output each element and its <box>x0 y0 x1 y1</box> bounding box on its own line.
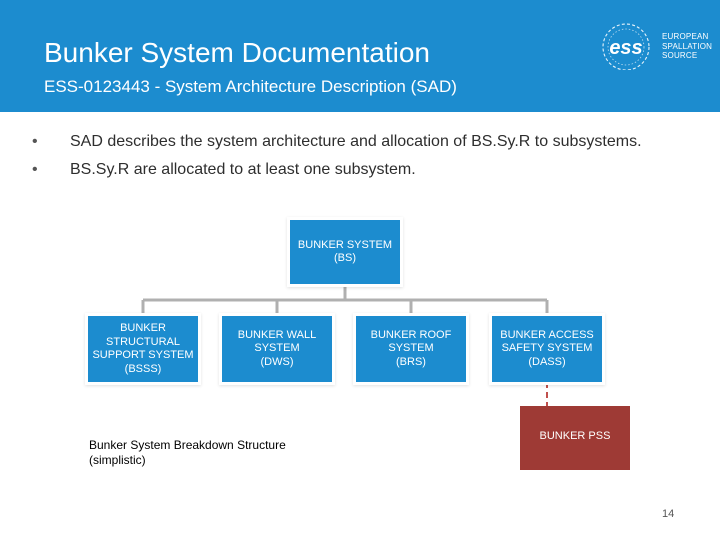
page-number: 14 <box>662 508 675 520</box>
page-title: Bunker System Documentation <box>44 37 430 68</box>
box-label: (BSSS) <box>124 362 162 375</box>
dass-box <box>492 316 602 382</box>
diagram-caption <box>89 438 286 468</box>
caption-line: (simplistic) <box>89 453 146 467</box>
box-label: BUNKER <box>120 322 166 334</box>
bunker-system-box <box>290 220 400 284</box>
box-label: (BRS) <box>396 355 426 368</box>
box-label: SYSTEM <box>254 342 300 355</box>
page-subtitle: ESS-0123443 - System Architecture Description (SAD) <box>44 77 457 96</box>
box-label: SAFETY SYSTEM <box>501 342 593 355</box>
bullet-dot-icon: • <box>32 133 38 150</box>
box-label: BUNKER ROOF <box>370 328 452 341</box>
brs-box <box>356 316 466 382</box>
logo-line: SOURCE <box>662 51 698 60</box>
dws-box <box>222 316 332 382</box>
logo-mark: ess <box>609 37 643 59</box>
box-label: (BS) <box>334 252 356 264</box>
box-label: BUNKER SYSTEM <box>297 238 393 251</box>
box-label: BUNKER ACCESS <box>500 328 594 341</box>
box-label: (DWS) <box>260 355 294 368</box>
box-label: SUPPORT SYSTEM <box>92 349 194 361</box>
logo-line: EUROPEAN <box>662 32 709 41</box>
caption-line: Bunker System Breakdown Structure <box>89 438 286 452</box>
logo-line: SPALLATION <box>662 41 713 51</box>
box-label: BUNKER PSS <box>539 430 611 442</box>
bullet-text: BS.Sy.R are allocated to at least one subsystem. <box>70 161 416 178</box>
bullet-dot-icon: • <box>32 161 38 178</box>
bunker-pss-box <box>520 406 630 470</box>
box-label: (DASS) <box>528 355 566 368</box>
box-label: STRUCTURAL <box>106 335 180 348</box>
box-label: BUNKER WALL <box>237 328 317 341</box>
bullet-text: SAD describes the system architecture and allocation of BS.Sy.R to subsystems. <box>70 133 642 150</box>
box-label: SYSTEM <box>388 342 434 355</box>
bsss-box <box>88 316 198 382</box>
